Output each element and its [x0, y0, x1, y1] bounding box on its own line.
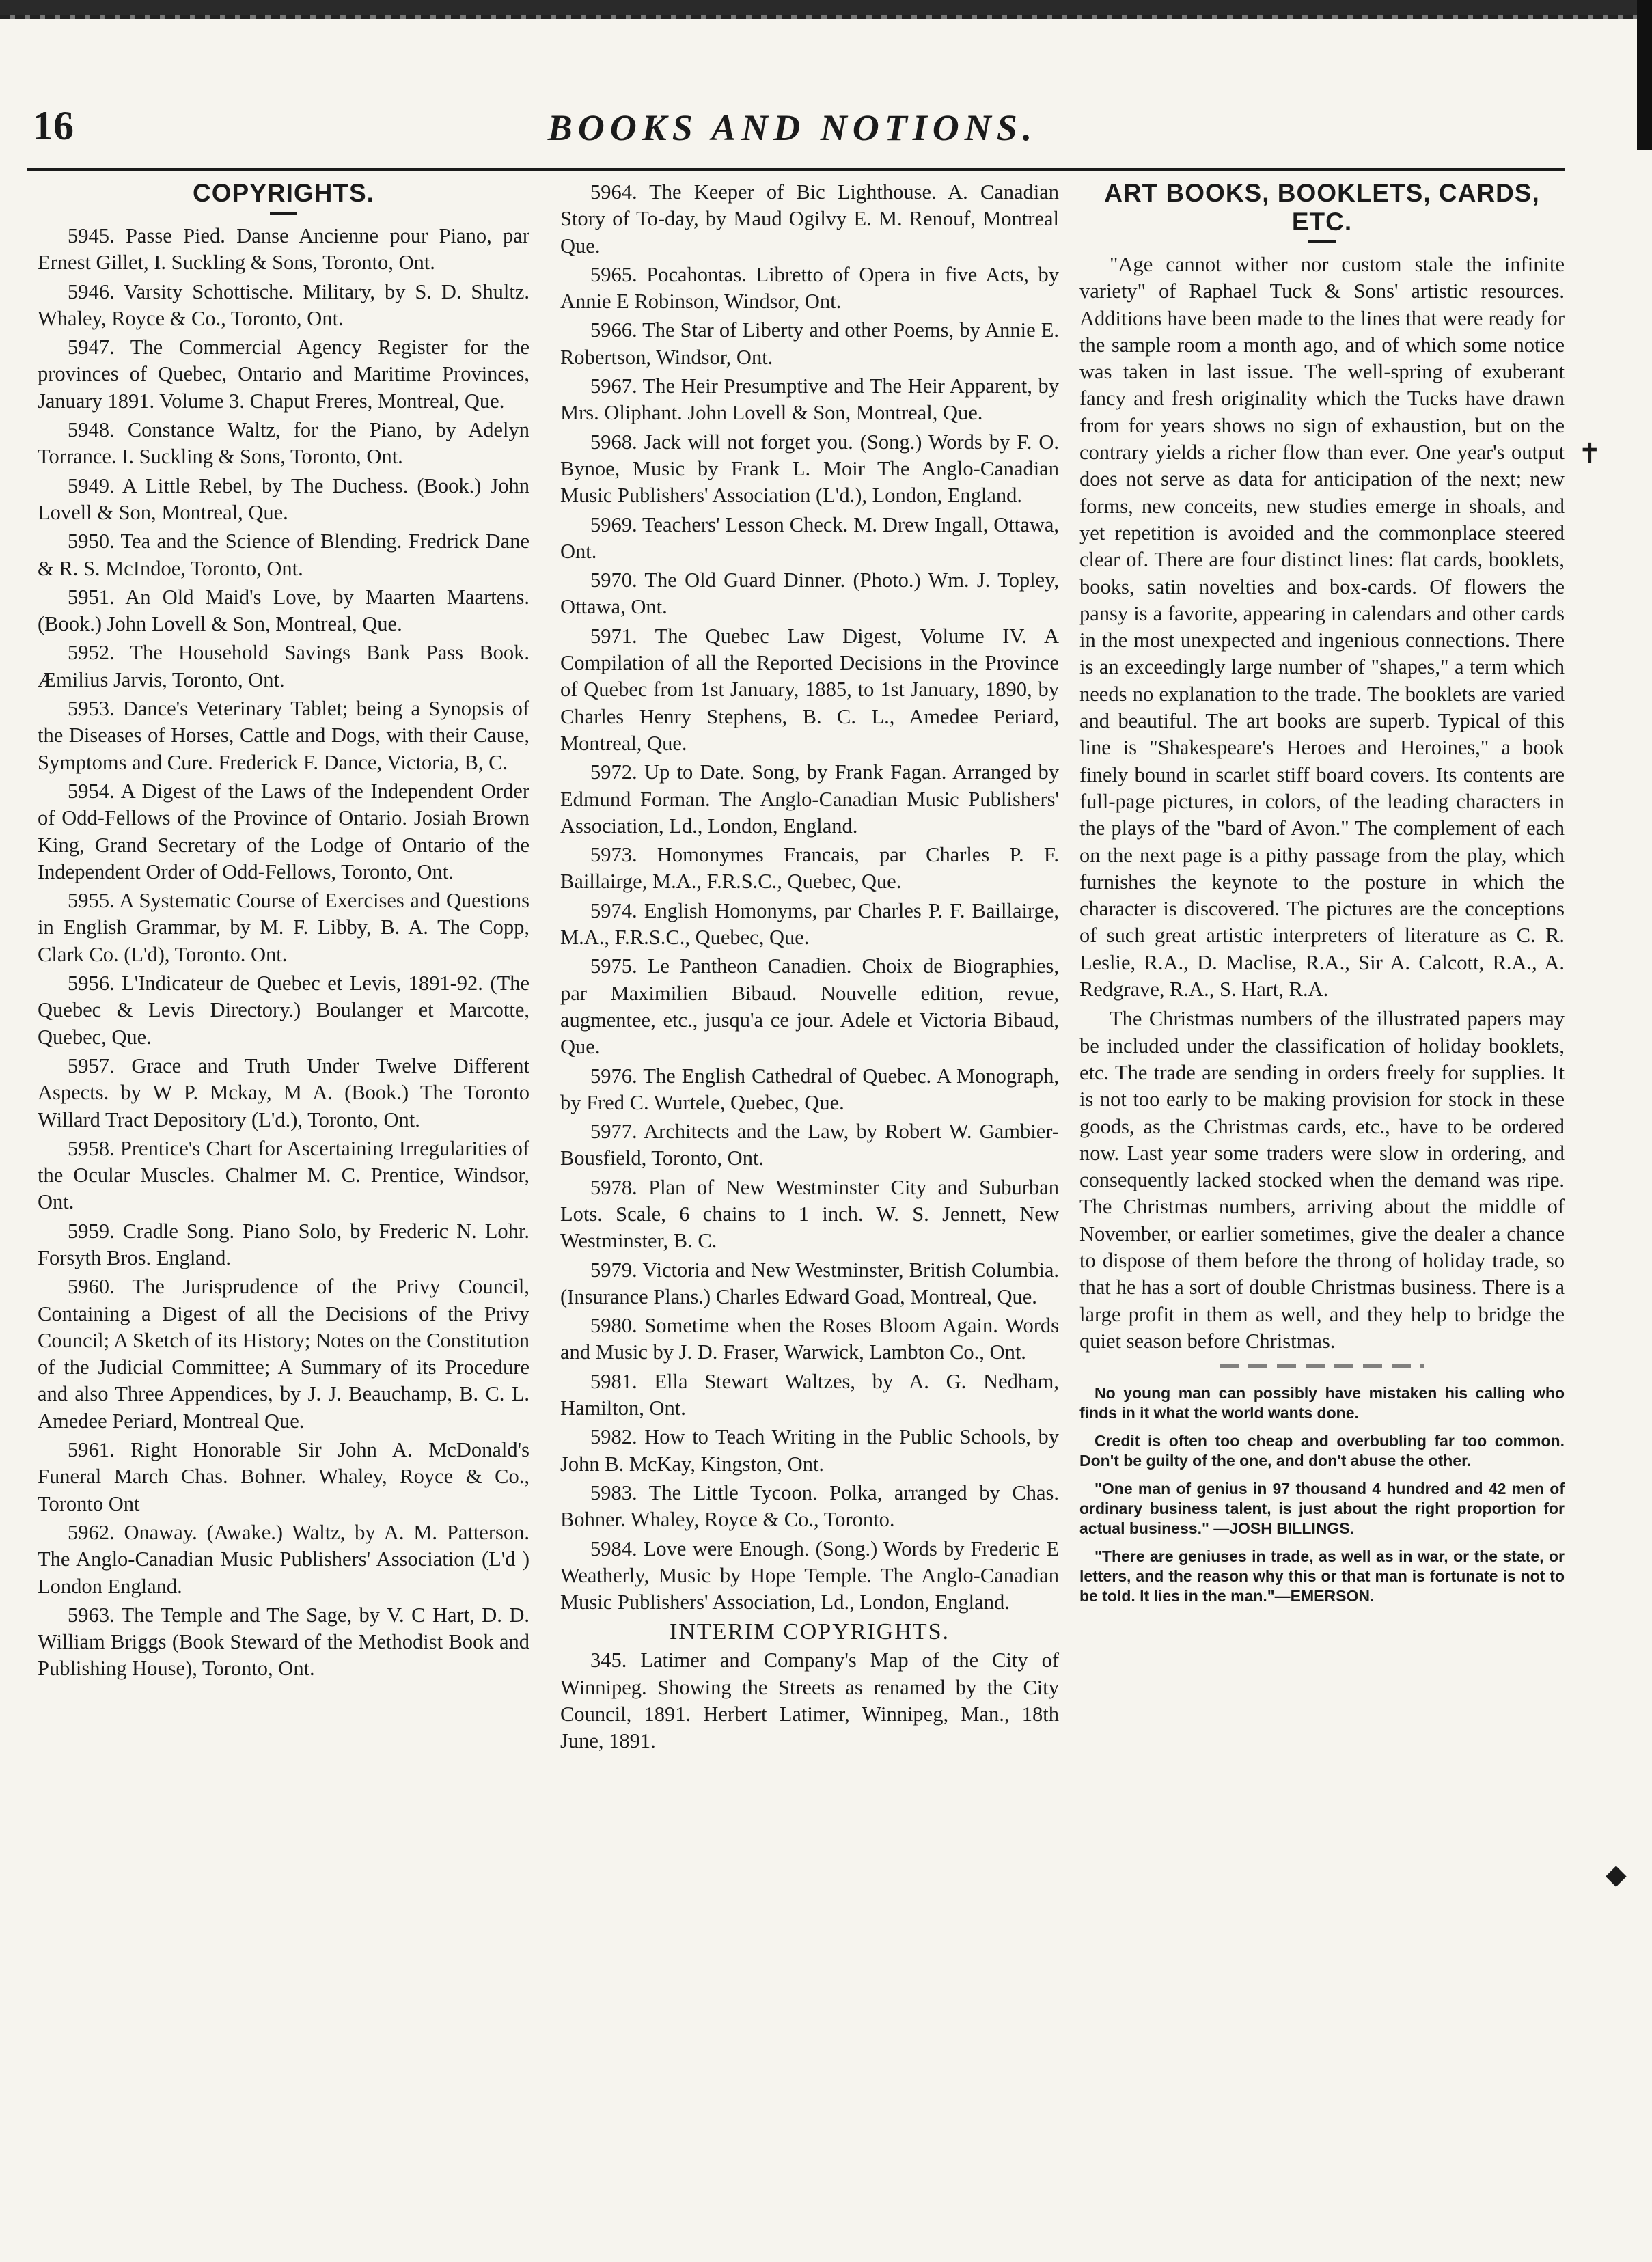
copyright-entry: 5959. Cradle Song. Piano Solo, by Frederic N. Lohr. Forsyth Bros. England. [38, 1219, 529, 1269]
scan-edge-top [0, 0, 1652, 15]
copyright-entry: 5983. The Little Tycoon. Polka, arranged by Chas. Bohner. Whaley, Royce & Co., Toronto. [560, 1480, 1059, 1532]
copyright-list-continued [560, 179, 1059, 1616]
interim-copyrights-title: INTERIM COPYRIGHTS. [669, 1619, 950, 1645]
copyright-entry: 5967. The Heir Presumptive and The Heir Apparent, by Mrs. Oliphant. John Lovell & Son, Montreal, Que. [560, 374, 1059, 425]
column-2 [560, 179, 1059, 1757]
interim-entry: 345. Latimer and Company's Map of the City of Winnipeg. Showing the Streets as renamed by the City Council, 1891. Herbert Latimer, Winnipeg, Man., 18th June, 1891. [560, 1649, 1059, 1753]
filler-note: "One man of genius in 97 thousand 4 hundred and 42 men of ordinary business talent, is just about the right proportion for actual business." —JOSH BILLINGS. [1079, 1480, 1565, 1538]
title-rule [1308, 240, 1336, 243]
copyright-entry: 5966. The Star of Liberty and other Poems, by Annie E. Robertson, Windsor, Ont. [560, 318, 1059, 369]
copyrights-title: COPYRIGHTS. [193, 179, 374, 207]
copyright-entry: 5965. Pocahontas. Libretto of Opera in five Acts, by Annie E Robinson, Windsor, Ont. [560, 262, 1059, 314]
copyright-entry: 5976. The English Cathedral of Quebec. A Monograph, by Fred C. Wurtele, Quebec, Que. [560, 1064, 1059, 1114]
page-header [27, 102, 1558, 161]
article-paragraph: "Age cannot wither nor custom stale the infinite variety" of Raphael Tuck & Sons' artistic resources. Additions have been made to the lines that were ready for the sample room a month ago, and of which some notice was taken in last issue. The well-spring of exuberant fancy and fresh originality which the Tucks have drawn from for years shows no sign of exhaustion, but on the contrary yields a richer flow than ever. One year's output does not serve as data for anticipation of the next; new forms, new conceits, new studies emerge in shoals, and yet repetition is avoided and the commonplace steered clear of. There are four distinct lines: flat cards, booklets, books, satin novelties and box-cards. Of flowers the pansy is a favorite, appearing in calendars and other cards in the most unexpected and ingenious connections. There is an exceedingly large number of "shapes," a term which needs no explanation to the trade. The booklets are varied and beautiful. The art books are superb. Typical of this line is "Shakespeare's Heroes and Heroines," a book finely bound in scarlet stiff board covers. Its contents are full-page pictures, in colors, of the leading characters in the plays of the "bard of Avon." The complement of each on the next page is a pithy passage from the play, which furnishes the keynote to the posture in which the character is discovered. The pictures are the conceptions of such great artistic interpreters of literature as C. R. Leslie, R.A., D. Maclise, R.A., Sir A. Calcott, R.A., A. Redgrave, R.A., S. Hart, R.A. [1079, 253, 1565, 1002]
page-number: 16 [33, 103, 74, 148]
article-paragraph: The Christmas numbers of the illustrated papers may be included under the classification of holiday booklets, etc. The trade are sending in orders freely for supplies. It is not too early to be making provision for stock in these goods, as the Christmas cards, etc., have to be ordered now. Last year some traders were slow in ordering, and consequently lacked stocked when the demand was ripe. The Christmas numbers, arriving about the middle of November, or earlier sometimes, give the dealer a chance to dispose of them before the throng of holiday trade, so that he has a sort of double Christmas business. There is a large profit in them as well, and they help to bridge the quiet season before Christmas. [1079, 1007, 1565, 1353]
copyright-entry: 5977. Architects and the Law, by Robert W. Gambier-Bousfield, Toronto, Ont. [560, 1120, 1059, 1170]
copyright-entry: 5971. The Quebec Law Digest, Volume IV. A Compilation of all the Reported Decisions in the Province of Quebec from 1st January, 1885, to 1st January, 1890, by Charles Henry Stephens, B. C. L., Amedee Periard, Montreal, Que. [560, 624, 1059, 755]
copyright-entry: 5968. Jack will not forget you. (Song.) Words by F. O. Bynoe, Music by Frank L. Moir The Anglo-Canadian Music Publishers' Association (L'd.), London, England. [560, 430, 1059, 508]
copyright-entry: 5979. Victoria and New Westminster, British Columbia. (Insurance Plans.) Charles Edward Goad, Montreal, Que. [560, 1258, 1059, 1308]
copyright-entry: 5970. The Old Guard Dinner. (Photo.) Wm. J. Topley, Ottawa, Ont. [560, 568, 1059, 619]
art-books-article [1079, 251, 1565, 1355]
copyright-entry: 5949. A Little Rebel, by The Duchess. (Book.) John Lovell & Son, Montreal, Que. [38, 473, 529, 524]
scan-edge-noise [0, 15, 1652, 19]
column-3 [1079, 179, 1565, 1614]
copyright-entry: 5951. An Old Maid's Love, by Maarten Maartens. (Book.) John Lovell & Son, Montreal, Que. [38, 585, 529, 636]
filler-note: "There are geniuses in trade, as well as in war, or the state, or letters, and the reason why this or that man is fortunate is not to be told. It lies in the man."—EMERSON. [1079, 1547, 1565, 1605]
header-rule [27, 168, 1565, 171]
copyright-entry: 5974. English Homonyms, par Charles P. F. Baillairge, M.A., F.R.S.C., Quebec, Que. [560, 898, 1059, 950]
copyright-entry: 5947. The Commercial Agency Register for the provinces of Quebec, Ontario and Maritime Provinces, January 1891. Volume 3. Chaput Freres, Montreal, Que. [38, 335, 529, 413]
scan-edge-right [1637, 0, 1652, 150]
title-rule [270, 212, 297, 215]
copyright-entry: 5953. Dance's Veterinary Tablet; being a Synopsis of the Diseases of Horses, Cattle and Dogs, with their Cause, Symptoms and Cure. Frederick F. Dance, Victoria, B, C. [38, 697, 529, 774]
copyright-entry: 5961. Right Honorable Sir John A. McDonald's Funeral March Chas. Bohner. Whaley, Royce & Co., Toronto Ont [38, 1438, 529, 1515]
column-1 [38, 179, 529, 1685]
copyright-entry: 5978. Plan of New Westminster City and Suburban Lots. Scale, 6 chains to 1 inch. W. S. Jennett, New Westminster, B. C. [560, 1175, 1059, 1253]
copyright-entry: 5972. Up to Date. Song, by Frank Fagan. Arranged by Edmund Forman. The Anglo-Canadian Music Publishers' Association, Ld., London, England. [560, 760, 1059, 838]
copyright-entry: 5984. Love were Enough. (Song.) Words by Frederic E Weatherly, Music by Hope Temple. The Anglo-Canadian Music Publishers' Association, Ld., London, England. [560, 1536, 1059, 1614]
art-books-title: ART BOOKS, BOOKLETS, CARDS, ETC. [1104, 179, 1540, 236]
copyright-entry: 5980. Sometime when the Roses Bloom Again. Words and Music by J. D. Fraser, Warwick, Lambton Co., Ont. [560, 1314, 1059, 1364]
interim-list [560, 1647, 1059, 1754]
copyright-entry: 5954. A Digest of the Laws of the Independent Order of Odd-Fellows of the Province of Ontario. Josiah Brown King, Grand Secretary of the Lodge of Ontario of the Independent Order of Odd-Fellows, Toronto, Ont. [38, 779, 529, 883]
copyright-entry: 5952. The Household Savings Bank Pass Book. Æmilius Jarvis, Toronto, Ont. [38, 641, 529, 691]
copyright-entry: 5950. Tea and the Science of Blending. Fredrick Dane & R. S. McIndoe, Toronto, Ont. [38, 529, 529, 580]
copyright-entry: 5964. The Keeper of Bic Lighthouse. A. Canadian Story of To-day, by Maud Ogilvy E. M. Renouf, Montreal Que. [560, 180, 1059, 258]
copyright-entry: 5975. Le Pantheon Canadien. Choix de Biographies, par Maximilien Bibaud. Nouvelle edition, revue, augmentee, etc., jusqu'a ce jour. Adele et Victoria Bibaud, Que. [560, 954, 1059, 1059]
copyright-entry: 5956. L'Indicateur de Quebec et Levis, 1891-92. (The Quebec & Levis Directory.) Boulanger et Marcotte, Quebec, Que. [38, 971, 529, 1049]
copyright-entry: 5963. The Temple and The Sage, by V. C Hart, D. D. William Briggs (Book Steward of the Methodist Book and Publishing House), Toronto, Ont. [38, 1603, 529, 1681]
copyright-entry: 5958. Prentice's Chart for Ascertaining Irregularities of the Ocular Muscles. Chalmer M. C. Prentice, Windsor, Ont. [38, 1136, 529, 1214]
copyright-entry: 5946. Varsity Schottische. Military, by S. D. Shultz. Whaley, Royce & Co., Toronto, Ont. [38, 279, 529, 330]
filler-note: No young man can possibly have mistaken his calling who finds in it what the world wants done. [1079, 1384, 1565, 1422]
copyright-entry: 5973. Homonymes Francais, par Charles P. F. Baillairge, M.A., F.R.S.C., Quebec, Que. [560, 843, 1059, 894]
copyright-entry: 5969. Teachers' Lesson Check. M. Drew Ingall, Ottawa, Ont. [560, 512, 1059, 563]
copyright-entry: 5982. How to Teach Writing in the Public Schools, by John B. McKay, Kingston, Ont. [560, 1425, 1059, 1476]
filler-note: Credit is often too cheap and overbubling far too common. Don't be guilty of the one, and don't abuse the other. [1079, 1432, 1565, 1470]
margin-mark: ✝ [1578, 438, 1601, 469]
filler-notes [1079, 1383, 1565, 1606]
copyright-entry: 5945. Passe Pied. Danse Ancienne pour Piano, par Ernest Gillet, I. Suckling & Sons, Toronto, Ont. [38, 224, 529, 275]
copyright-entry: 5957. Grace and Truth Under Twelve Different Aspects. by W P. Mckay, M A. (Book.) The Toronto Willard Tract Depository (L'd.), Toronto, Ont. [38, 1053, 529, 1131]
copyright-entry: 5948. Constance Waltz, for the Piano, by Adelyn Torrance. I. Suckling & Sons, Toronto, Ont. [38, 418, 529, 469]
copyright-entry: 5981. Ella Stewart Waltzes, by A. G. Nedham, Hamilton, Ont. [560, 1369, 1059, 1420]
copyright-entry: 5960. The Jurisprudence of the Privy Council, Containing a Digest of all the Decisions of the Privy Council; A Sketch of its History; Notes on the Constitution of the Judicial Committee; A Summary of its Procedure and also Three Appendices, by J. J. Beauchamp, B. C. L. Amedee Periard, Montreal Que. [38, 1275, 529, 1433]
section-divider [1220, 1364, 1424, 1368]
copyright-entry: 5962. Onaway. (Awake.) Waltz, by A. M. Patterson. The Anglo-Canadian Music Publishers' Association (L'd ) London England. [38, 1520, 529, 1598]
copyright-list [38, 223, 529, 1683]
running-title: BOOKS AND NOTIONS. [547, 107, 1038, 148]
margin-mark: ◆ [1606, 1859, 1627, 1890]
copyright-entry: 5955. A Systematic Course of Exercises and Questions in English Grammar, by M. F. Libby, B. A. The Copp, Clark Co. (L'd), Toronto. Ont. [38, 889, 529, 966]
